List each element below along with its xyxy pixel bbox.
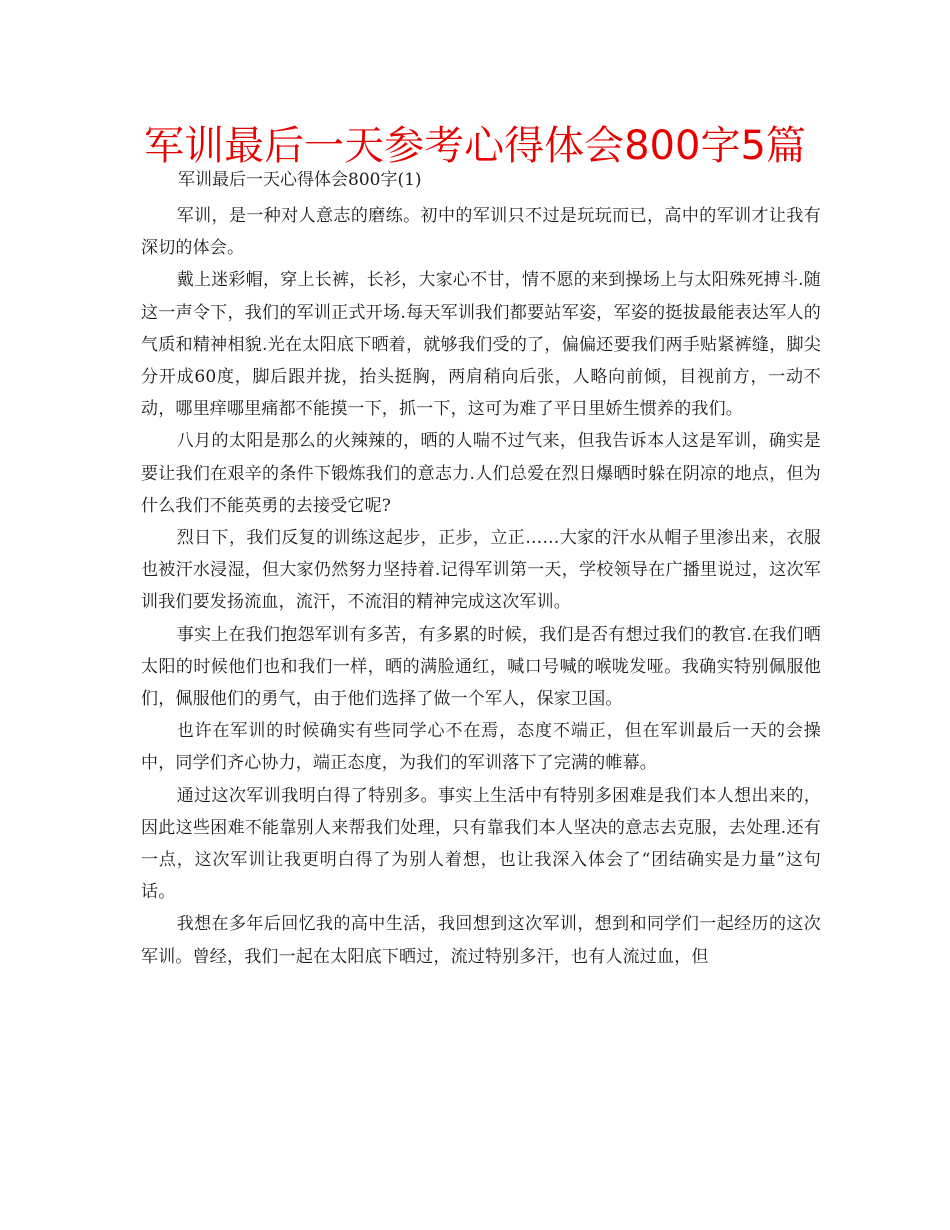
paragraph-6: 也许在军训的时候确实有些同学心不在焉，态度不端正，但在军训最后一天的会操中，同学们齐心协力，端正态度，为我们的军训落下了完满的帷幕。 [141,721,821,774]
document-title: 军训最后一天参考心得体会800字5篇 [144,123,806,169]
document-subtitle: 军训最后一天心得体会800字(1) [178,170,422,190]
document-body [141,200,821,973]
paragraph-4: 烈日下，我们反复的训练这起步，正步，立正……大家的汗水从帽子里渗出来，衣服也被汗水浸湿，但大家仍然努力坚持着.记得军训第一天，学校领导在广播里说过，这次军训我们要发扬流血，流汗，不流泪的精神完成这次军训。 [141,528,821,613]
paragraph-5: 事实上在我们抱怨军训有多苦，有多累的时候，我们是否有想过我们的教官.在我们晒太阳的时候他们也和我们一样，晒的满脸通红，喊口号喊的喉咙发哑。我确实特别佩服他们，佩服他们的勇气，由于他们选择了做一个军人，保家卫国。 [141,624,821,710]
paragraph-2: 戴上迷彩帽，穿上长裤，长衫，大家心不甘，情不愿的来到操场上与太阳殊死搏斗.随这一声令下，我们的军训正式开场.每天军训我们都要站军姿，军姿的挺拔最能表达军人的气质和精神相貌.光在太阳底下晒着，就够我们受的了，偏偏还要我们两手贴紧裤缝，脚尖分开成60度，脚后跟并拢，抬头挺胸，两肩稍向后张，人略向前倾，目视前方，一动不动，哪里痒哪里痛都不能摸一下，抓一下，这可为难了平日里娇生惯养的我们。 [141,270,821,420]
paragraph-8: 我想在多年后回忆我的高中生活，我回想到这次军训，想到和同学们一起经历的这次军训。曾经，我们一起在太阳底下晒过，流过特别多汗，也有人流过血，但 [141,914,821,967]
paragraph-3: 八月的太阳是那么的火辣辣的，晒的人喘不过气来，但我告诉本人这是军训，确实是要让我们在艰辛的条件下锻炼我们的意志力.人们总爱在烈日爆晒时躲在阴凉的地点，但为什么我们不能英勇的去接受它呢? [141,431,821,516]
paragraph-1: 军训，是一种对人意志的磨练。初中的军训只不过是玩玩而已，高中的军训才让我有深切的体会。 [141,206,821,259]
paragraph-7: 通过这次军训我明白得了特别多。事实上生活中有特别多困难是我们本人想出来的，因此这些困难不能靠别人来帮我们处理，只有靠我们本人坚决的意志去克服，去处理.还有一点，这次军训让我更明白得了为别人着想，也让我深入体会了“团结确实是力量”这句话。 [141,785,821,903]
